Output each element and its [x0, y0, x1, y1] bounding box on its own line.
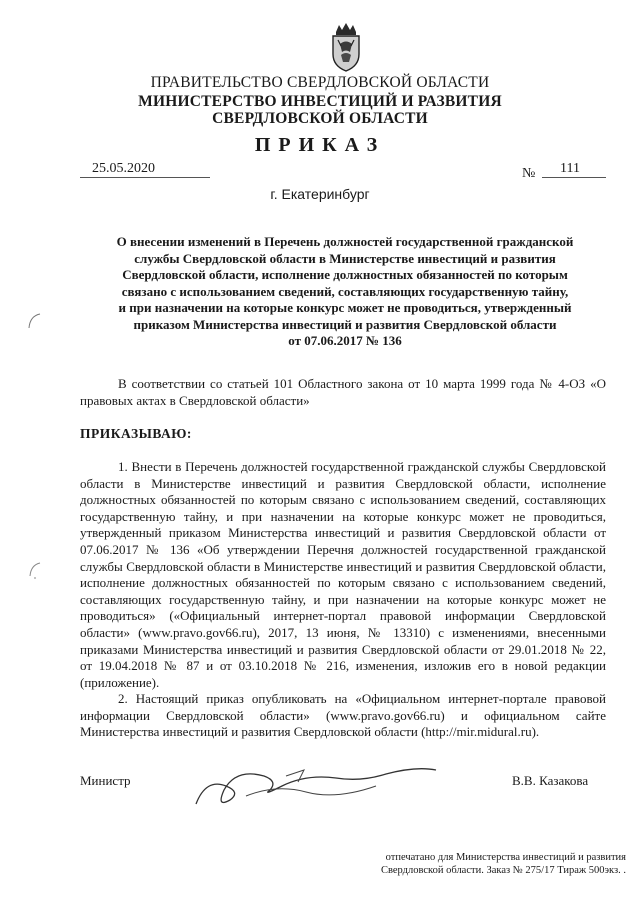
print-footer — [330, 851, 626, 877]
date-underline — [80, 177, 210, 178]
title-line: приказом Министерства инвестиций и развития Свердловской области — [133, 316, 557, 332]
preamble-paragraph: В соответствии со статьей 101 Областного закона от 10 марта 1999 года № 4-ОЗ «О правовых актах в Свердловской области» — [80, 376, 606, 408]
title-line: и при назначении на которые конкурс может не проводиться, утвержденный — [118, 300, 572, 315]
title-line: от 07.06.2017 № 136 — [288, 333, 402, 348]
ministry-title-line1: МИНИСТЕРСТВО ИНВЕСТИЦИЙ И РАЗВИТИЯ — [138, 93, 502, 110]
signer-role: Министр — [80, 773, 131, 788]
handwritten-signature — [186, 756, 442, 816]
margin-mark — [26, 560, 42, 580]
footer-line: Свердловской области. Заказ № 275/17 Тираж 500экз. . — [380, 865, 626, 876]
city-line: г. Екатеринбург — [270, 186, 370, 202]
footer-line: отпечатано для Министерства инвестиций и развития — [385, 852, 626, 863]
order-date: 25.05.2020 — [92, 161, 155, 176]
title-line: связано с использованием сведений, составляющих государственную тайну, — [121, 283, 569, 299]
government-title: ПРАВИТЕЛЬСТВО СВЕРДЛОВСКОЙ ОБЛАСТИ — [150, 74, 490, 91]
order-number-label: № — [522, 166, 536, 181]
document-title — [90, 234, 600, 350]
order-directive-heading: ПРИКАЗЫВАЮ: — [80, 426, 192, 441]
order-number: 111 — [560, 161, 580, 176]
order-item-2: 2. Настоящий приказ опубликовать на «Официальном интернет-портале правовой информации Свердловской области» (www.pravo.gov66.ru) и официальном сайте Министерства инвестиций и развития Свердловской области (http://mir.midural.ru). — [80, 691, 606, 740]
title-line: службы Свердловской области в Министерстве инвестиций и развития — [134, 250, 556, 266]
number-underline — [542, 177, 606, 178]
title-line: Свердловской области, исполнение должностных обязанностей по которым — [122, 267, 568, 282]
ministry-title-line2: СВЕРДЛОВСКОЙ ОБЛАСТИ — [212, 110, 428, 127]
document-type-heading: ПРИКАЗ — [254, 134, 386, 156]
coat-of-arms-emblem — [328, 22, 364, 72]
signer-name: В.В. Казакова — [512, 773, 589, 788]
margin-mark — [26, 312, 42, 332]
title-line: О внесении изменений в Перечень должностей государственной гражданской — [116, 234, 574, 249]
order-item-1: 1. Внести в Перечень должностей государственной гражданской службы Свердловской области в Министерстве инвестиций и развития Свердловской области, исполнение должностных обязанностей по которым связано с использованием сведений, составляющих государственную тайну, и при назначении на которые конкурс может не проводиться, утвержденный приказом Министерства инвестиций и развития Свердловской области от 07.06.2017 № 136 «Об утверждении Перечня должностей государственной гражданской службы Свердловской области в Министерстве инвестиций и развития Свердловской области, исполнение должностных обязанностей по которым связано с использованием сведений, составляющих государственную тайну, и при назначении на которые конкурс может не проводиться» («Официальный интернет-портал правовой информации Свердловской области» (www.pravo.gov66.ru), 2017, 13 июня, № 13310) с изменениями, внесенными приказами Министерства инвестиций и развития Свердловской области от 29.01.2018 № 22, от 19.04.2018 № 87 и от 03.10.2018 № 216, изменения, изложив его в новой редакции (приложение). — [80, 459, 606, 690]
